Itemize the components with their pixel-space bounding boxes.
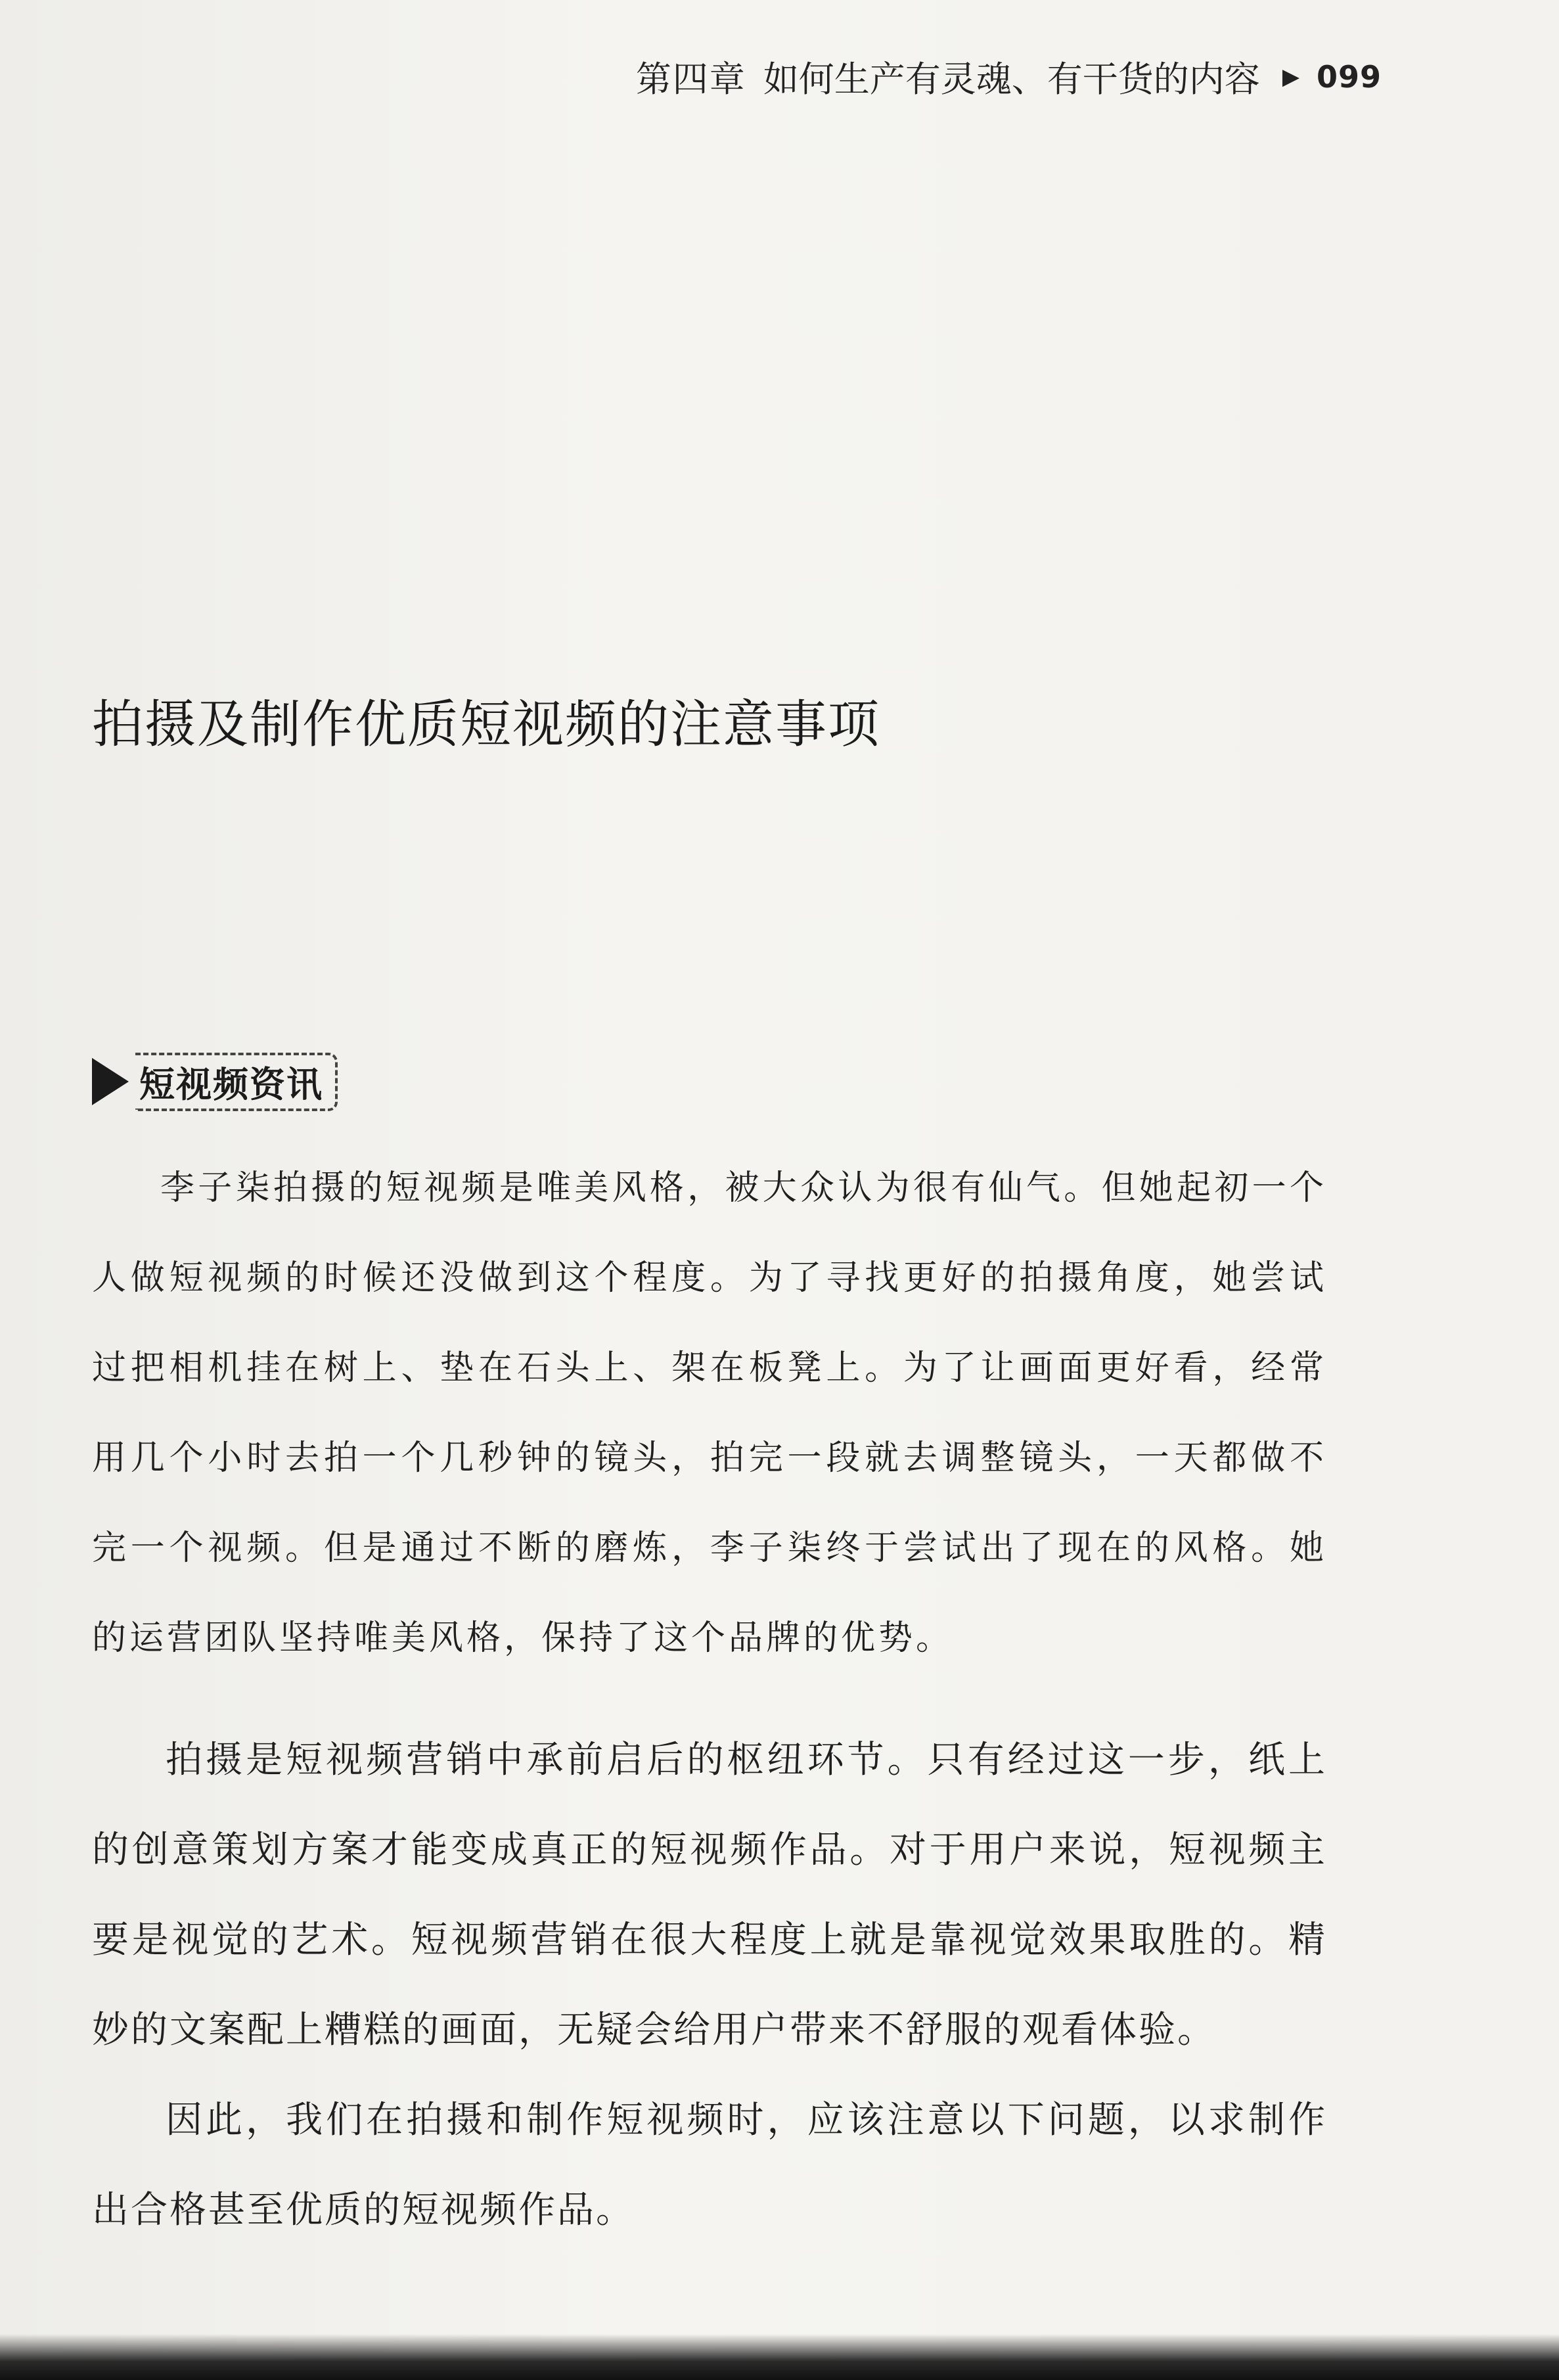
info-badge-label: 短视频资讯 [135,1053,338,1111]
section-title: 拍摄及制作优质短视频的注意事项 [92,695,881,754]
chapter-title: 如何生产有灵魂、有干货的内容 [763,58,1260,100]
body-paragraph-2: 因此，我们在拍摄和制作短视频时，应该注意以下问题，以求制作出合格甚至优质的短视频作品。 [92,2099,1327,2231]
body-text [92,1715,1327,2255]
info-box-text: 李子柒拍摄的短视频是唯美风格，被大众认为很有仙气。但她起初一个人做短视频的时候还没做到这个程度。为了寻找更好的拍摄角度，她尝试过把相机挂在树上、垫在石头上、架在板凳上。为了让画面更好看，经常用几个小时去拍一个几秒钟的镜头，拍完一段就去调整镜头，一天都做不完一个视频。但是通过不断的磨炼，李子柒终于尝试出了现在的风格。她的运营团队坚持唯美风格，保持了这个品牌的优势。 [92,1168,1327,1658]
triangle-marker-icon: ▶ [1282,63,1299,90]
running-header [636,51,1382,102]
info-badge [92,1055,338,1109]
body-paragraph-1: 拍摄是短视频营销中承前启后的枢纽环节。只有经过这一步，纸上的创意策划方案才能变成真正的短视频作品。对于用户来说，短视频主要是视觉的艺术。短视频营销在很大程度上就是靠视觉效果取胜的。精妙的文案配上糟糕的画面，无疑会给用户带来不舒服的观看体验。 [92,1739,1327,2051]
play-triangle-icon [92,1058,129,1105]
page-edge-shadow [0,2334,1559,2380]
chapter-label: 第四章 [635,58,746,100]
page-number: 099 [1316,58,1382,95]
